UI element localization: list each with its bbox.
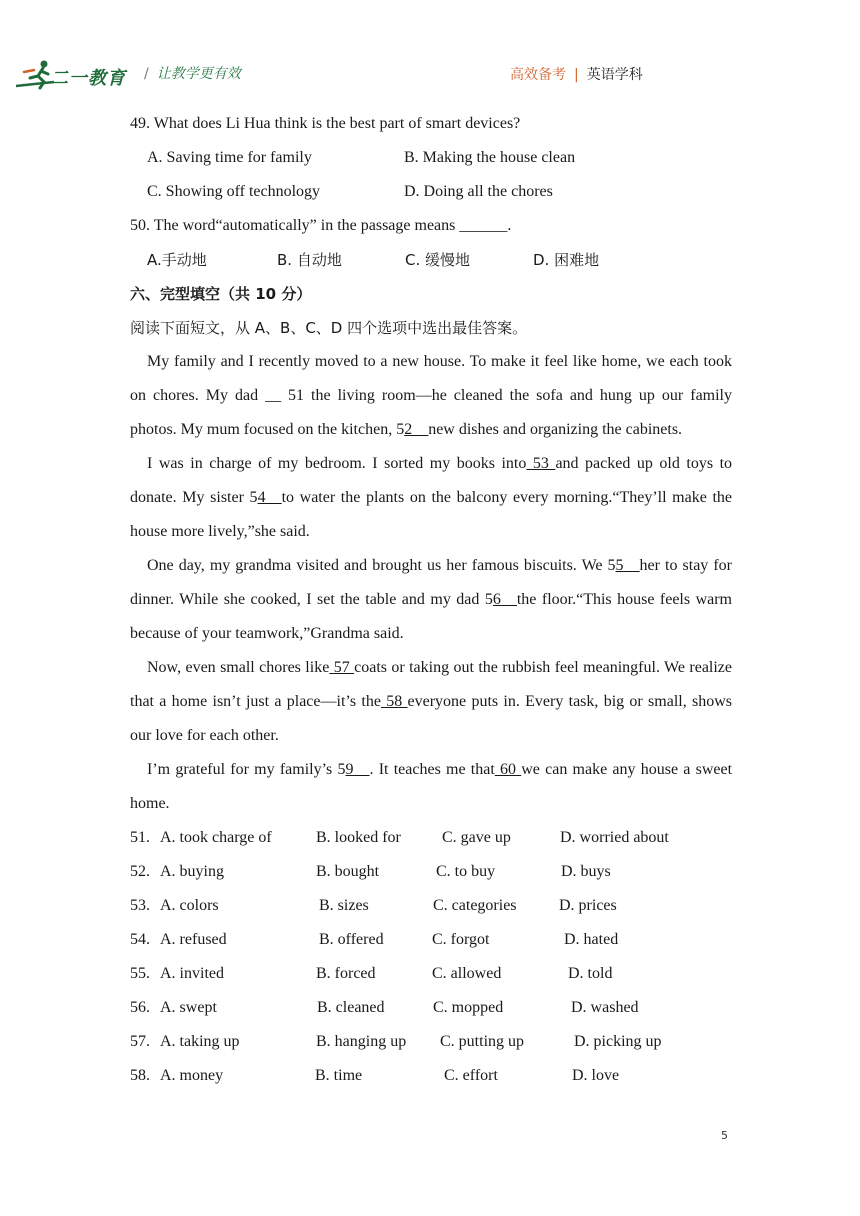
question-49-options-row1: A. Saving time for family B. Making the house clean [147,149,576,166]
passage-paragraph-4: Now, even small chores like 57 coats or taking out the rubbish feel meaningful. We realize that a home isn’t just a place—it’s the 58 everyone puts in. Every task, big or small, shows our love for each other. [130,659,733,744]
passage-paragraph-3: One day, my grandma visited and brought us her famous biscuits. We 55__her to stay for dinner. While she cooked, I set the table and my dad 56__the floor.“This house feels warm because of your teamwork,”Grandma said. [130,557,732,642]
page-header [0,0,860,100]
cloze-option-row: 55. A. invited B. forced C. allowed D. told [130,965,613,982]
page-number: 5 [721,1129,728,1142]
logo-text: 二一教育 [50,68,126,89]
section-instruction: 阅读下面短文，从 A、B、C、D 四个选项中选出最佳答案。 [130,319,528,337]
question-49-stem: 49. What does Li Hua think is the best part of smart devices? [130,115,521,132]
passage-paragraph-5: I’m grateful for my family’s 59__. It teaches me that 60 we can make any house a sweet home. [130,761,733,812]
cloze-option-row: 52. A. buying B. bought C. to buy D. buys [130,863,611,880]
question-50-options: A.手动地 B. 自动地 C. 缓慢地 D. 困难地 [147,251,600,269]
section-title: 六、完型填空（共 10 分） [130,285,312,303]
cloze-option-row: 51. A. took charge of B. looked for C. gave up D. worried about [130,829,669,846]
question-50-stem: 50. The word“automatically” in the passage means ______. [130,217,512,234]
header-subject-tag: 高效备考 | 英语学科 [510,67,643,83]
passage-paragraph-2: I was in charge of my bedroom. I sorted my books into 53 and packed up old toys to donate. My sister 54__to water the plants on the balcony every morning.“They’ll make the house more lively,”she said. [130,455,733,540]
cloze-option-row: 58. A. money B. time C. effort D. love [130,1067,620,1084]
document-body [130,107,732,1093]
cloze-option-row: 53. A. colors B. sizes C. categories D. prices [130,897,617,914]
cloze-option-row: 57. A. taking up B. hanging up C. putting up D. picking up [130,1033,662,1050]
cloze-option-row: 56. A. swept B. cleaned C. mopped D. washed [130,999,639,1016]
header-slogan: / 让教学更有效 [144,66,241,82]
question-49-options-row2: C. Showing off technology D. Doing all the chores [147,183,553,200]
cloze-option-row: 54. A. refused B. offered C. forgot D. hated [130,931,619,948]
cloze-options-list [130,821,732,1093]
passage-paragraph-1: My family and I recently moved to a new house. To make it feel like home, we each took on chores. My dad __ 51 the living room—he cleaned the sofa and hung up our family photos. My mum focused on the kitchen, 52__new dishes and organizing the cabinets. [130,353,732,438]
